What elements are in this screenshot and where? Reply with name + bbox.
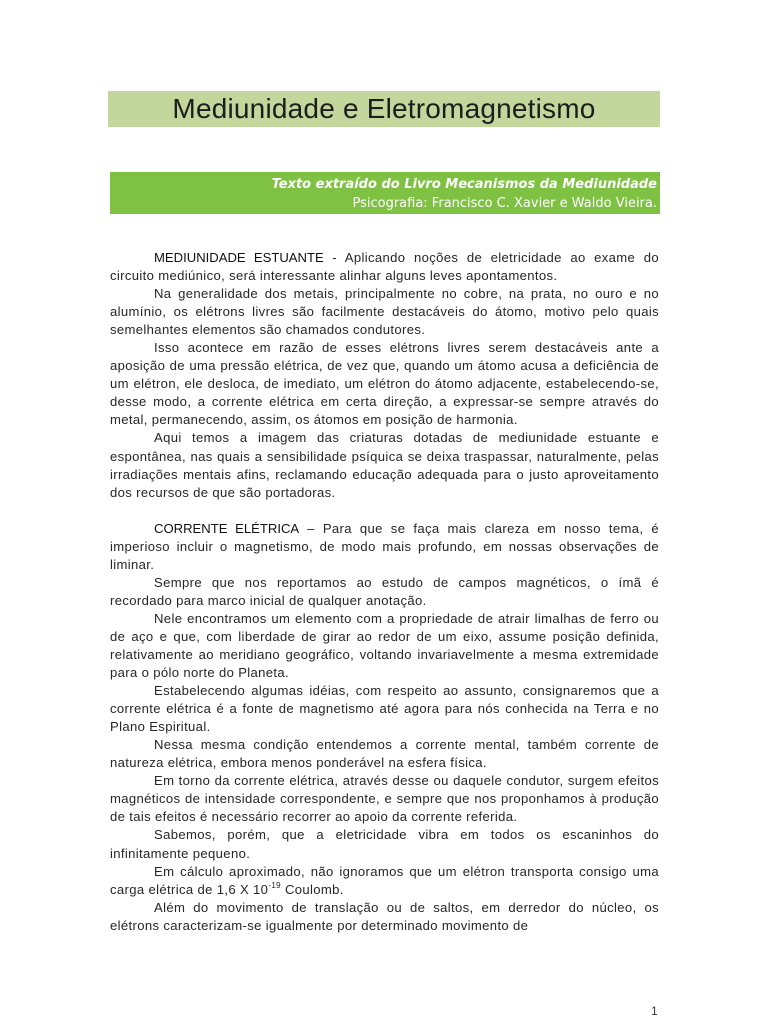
paragraph-text: Além do movimento de translação ou de saltos, em derredor do núcleo, os elétrons caracterizam-se igualmente por determinado movimento de <box>110 899 659 933</box>
document-title: Mediunidade e Eletromagnetismo <box>172 93 596 124</box>
paragraph <box>110 863 659 899</box>
paragraph <box>110 610 659 682</box>
source-authors-line: Psicografia: Francisco C. Xavier e Waldo Vieira. <box>352 196 657 211</box>
section-spacer <box>110 502 659 520</box>
page-number: 1 <box>651 1004 658 1018</box>
paragraph-text: Nele encontramos um elemento com a propriedade de atrair limalhas de ferro ou de aço e que, com liberdade de girar ao redor de um eixo, assume posição definida, relativamente ao meridiano geográfico, voltando invariavelmente a mesma extremidade para o pólo norte do Planeta. <box>110 610 659 681</box>
document-body <box>110 249 659 935</box>
paragraph <box>110 520 659 574</box>
paragraph <box>110 736 659 772</box>
title-banner <box>108 91 660 127</box>
paragraph <box>110 285 659 339</box>
paragraph <box>110 772 659 826</box>
exponent: -19 <box>268 880 281 890</box>
paragraph <box>110 826 659 862</box>
paragraph-text: Sabemos, porém, que a eletricidade vibra em todos os escaninhos do infinitamente pequeno. <box>110 827 659 861</box>
paragraph-text: Isso acontece em razão de esses elétrons livres serem destacáveis ante a aposição de uma pressão elétrica, de vez que, quando um átomo acusa a deficiência de um elétron, ele desloca, de imediato, um elétron do átomo adjacente, estabelecendo-se, desse modo, a corrente elétrica em certa direção, a expressar-se sempre através do metal, permanecendo, assim, os átomos em posição de harmonia. <box>110 340 659 428</box>
paragraph-text: Coulomb. <box>280 881 344 897</box>
paragraph <box>110 574 659 610</box>
section-heading-mediunidade-estuante: MEDIUNIDADE ESTUANTE <box>154 250 324 265</box>
section-heading-corrente-eletrica: CORRENTE ELÉTRICA <box>154 520 300 536</box>
paragraph-text: Em torno da corrente elétrica, através desse ou daquele condutor, surgem efeitos magnéticos de intensidade correspondente, e sempre que nos proponhamos à produção de tais efeitos é necessário recorrer ao apoio da corrente referida. <box>110 773 659 825</box>
source-banner <box>110 172 660 214</box>
paragraph-text: – Para que se faça mais clareza em nosso tema, é imperioso incluir o magnetismo, de modo mais profundo, em nossas observações de liminar. <box>110 520 659 572</box>
paragraph <box>110 682 659 736</box>
paragraph-text: Na generalidade dos metais, principalmente no cobre, na prata, no ouro e no alumínio, os elétrons livres são facilmente destacáveis do átomo, motivo pelo quais semelhantes elementos são chamados condutores. <box>110 286 659 338</box>
paragraph-text: - Aplicando noções de eletricidade ao exame do circuito mediúnico, será interessante alinhar alguns leves apontamentos. <box>110 250 659 284</box>
paragraph <box>110 899 659 935</box>
source-book-line: Texto extraído do Livro Mecanismos da Mediunidade <box>271 177 657 192</box>
paragraph <box>110 429 659 501</box>
paragraph-text: Nessa mesma condição entendemos a corrente mental, também corrente de natureza elétrica, embora menos ponderável na esfera física. <box>110 737 659 771</box>
paragraph <box>110 339 659 429</box>
paragraph-text: Sempre que nos reportamos ao estudo de campos magnéticos, o ímã é recordado para marco inicial de qualquer anotação. <box>110 574 659 608</box>
paragraph <box>110 249 659 285</box>
paragraph-text: Estabelecendo algumas idéias, com respeito ao assunto, consignaremos que a corrente elétrica é a fonte de magnetismo até agora para nós conhecida na Terra e no Plano Espiritual. <box>110 683 659 735</box>
paragraph-text: Aqui temos a imagem das criaturas dotadas de mediunidade estuante e espontânea, nas quais a sensibilidade psíquica se deixa traspassar, naturalmente, pelas irradiações mentais afins, reclamando educação adequada para o justo aproveitamento dos recursos de que são portadoras. <box>110 430 659 500</box>
paragraph-text: Em cálculo aproximado, não ignoramos que um elétron transporta consigo uma carga elétrica de 1,6 X 10 <box>110 863 659 897</box>
